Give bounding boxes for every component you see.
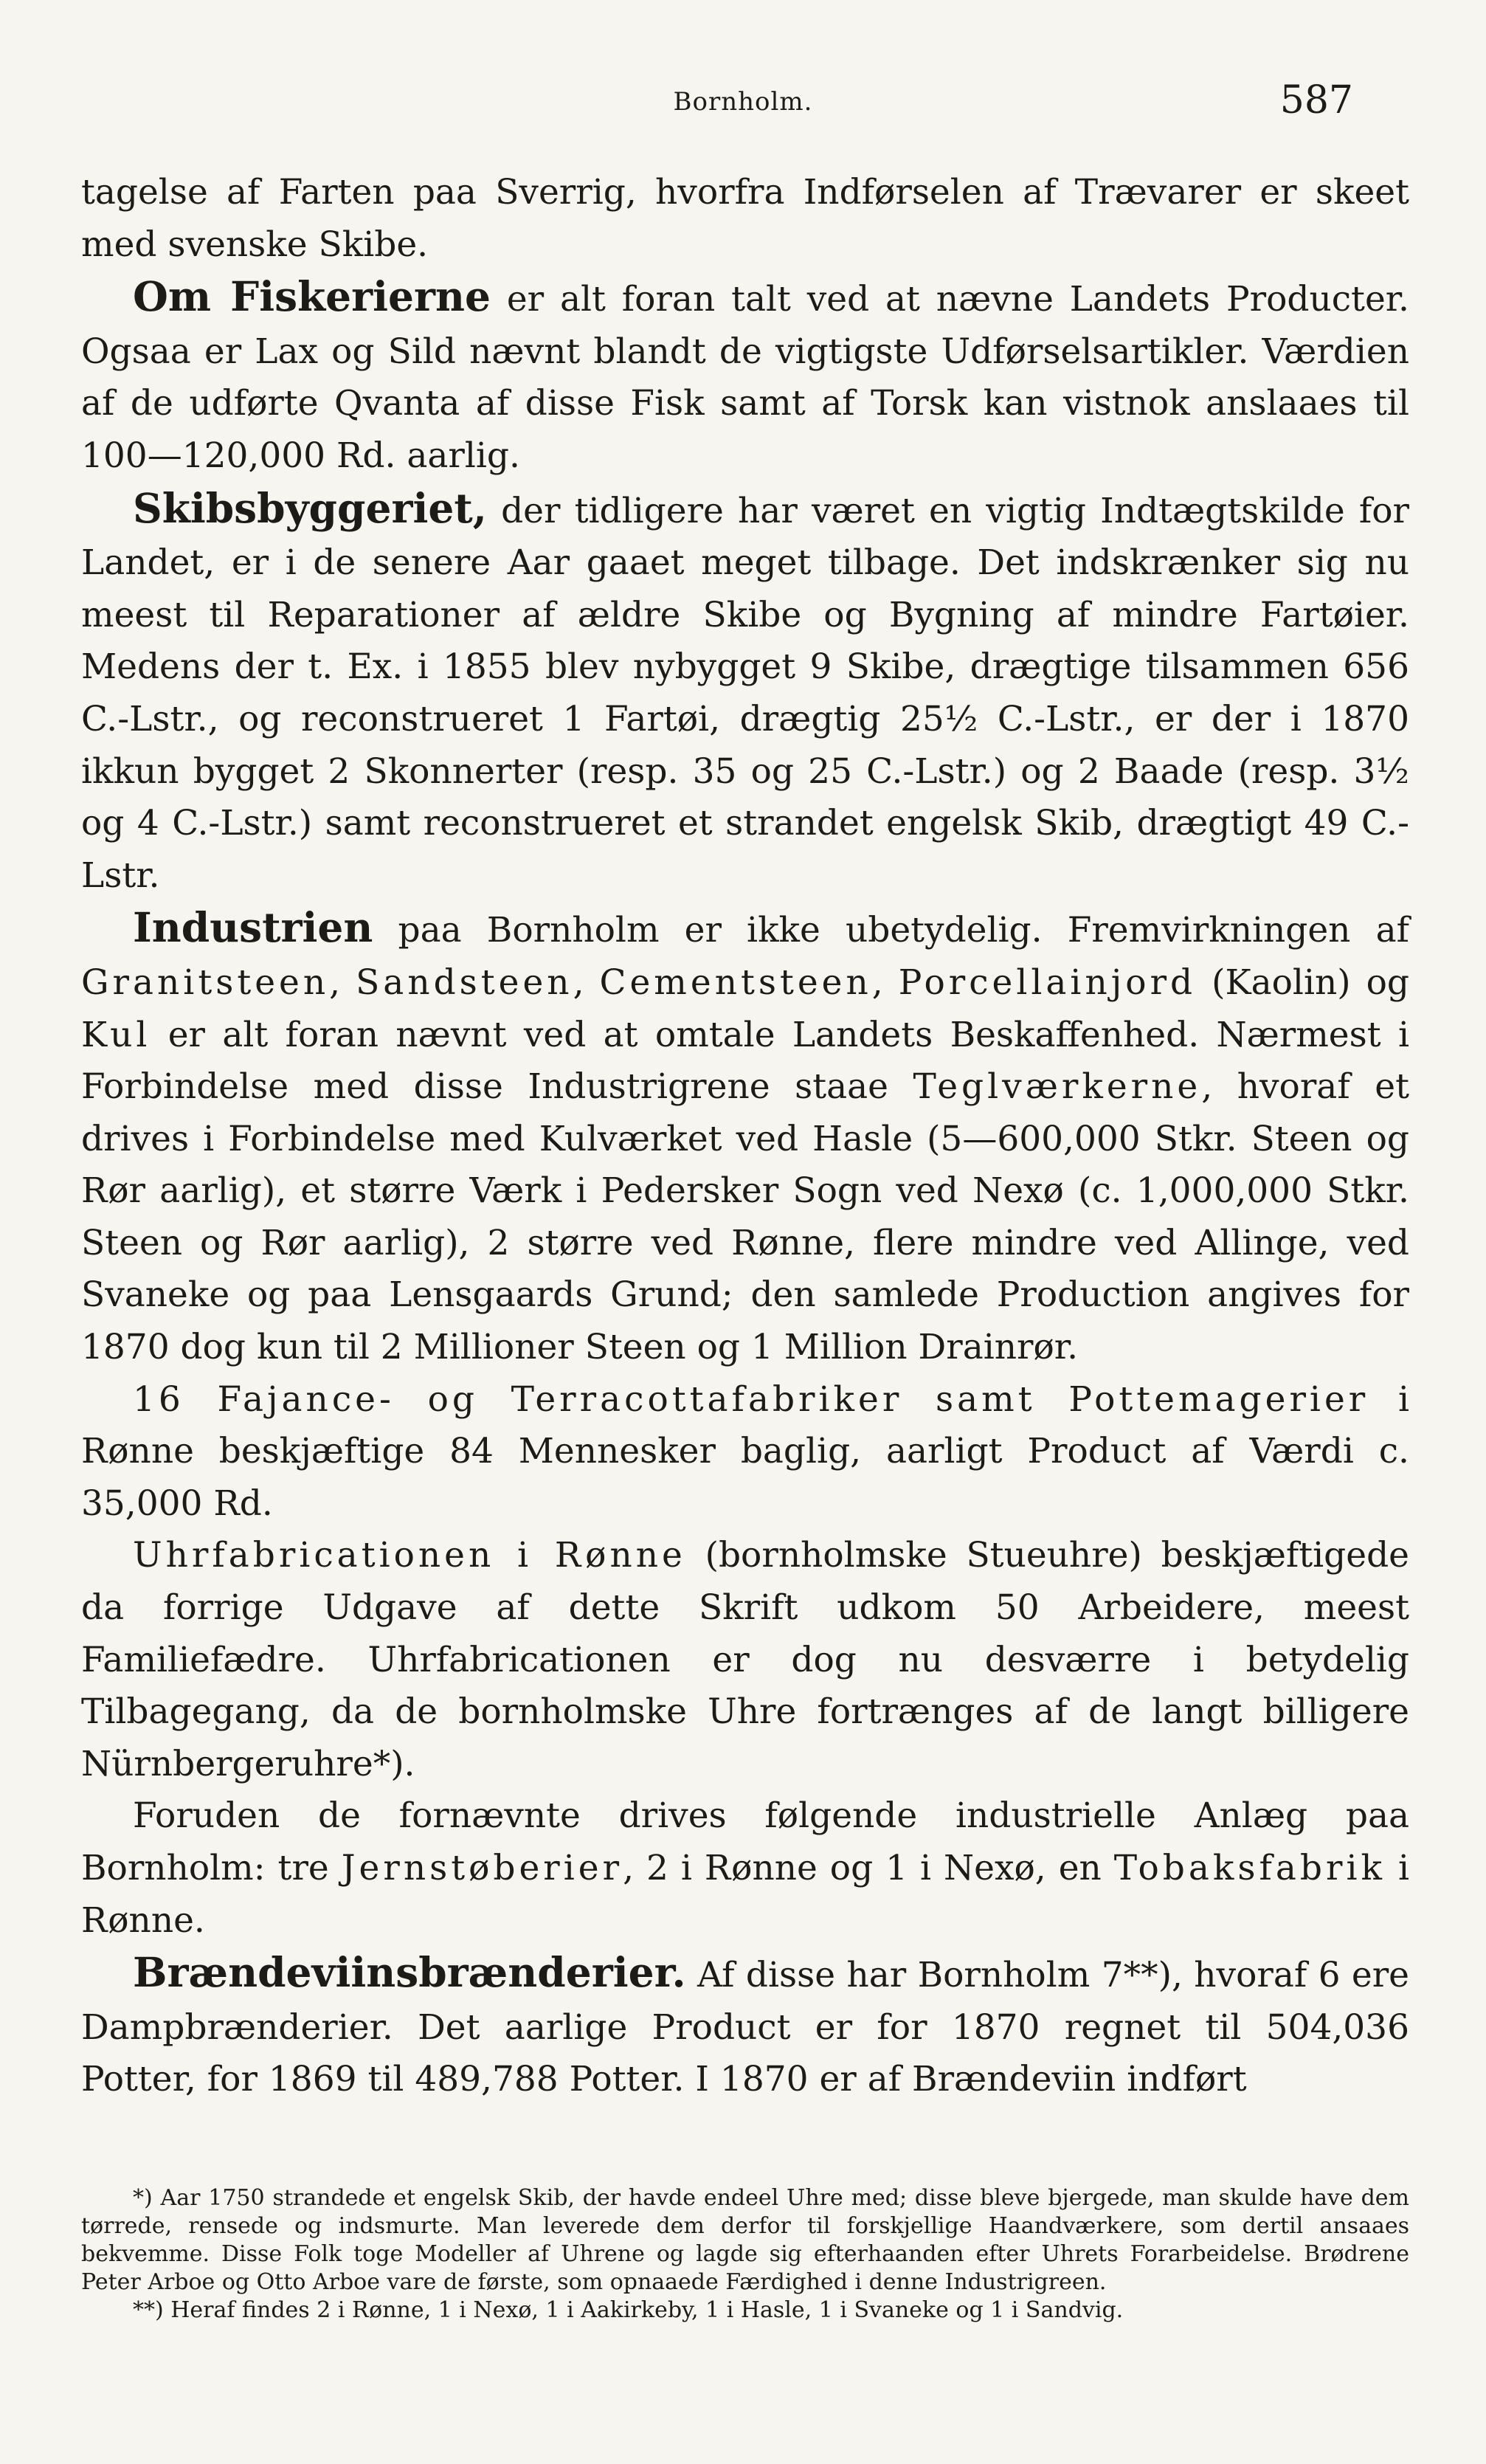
paragraph-distilleries	[81, 1947, 1409, 2106]
text-industry-a: paa Bornholm er ikke ubetydelig. Fremvirkningen af	[373, 910, 1409, 951]
paragraph-faience	[81, 1374, 1409, 1530]
text-industry-e: (Kaolin) og	[1196, 962, 1409, 1003]
text-industry-g: , hvoraf et drives i Forbindelse med Kulværket ved Hasle (5—600,000 Stkr. Steen og Rør aarlig), et større Værk i Pedersker Sogn ved Nexø (c. 1,000,000 Stkr. Steen og Rør aarlig), 2 større ved Rønne, flere mindre ved Allinge, ved Svaneke og paa Lensgaards Grund; den samlede Production angives for 1870 dog kun til 2 Millioner Steen og 1 Million Drainrør.	[81, 1066, 1409, 1368]
paragraph-shipping-end: tagelse af Farten paa Sverrig, hvorfra Indførselen af Trævarer er skeet med svenske Skibe.	[81, 172, 1409, 265]
text-industry-d: ,	[871, 962, 899, 1003]
text-fisheries: er alt foran talt ved at nævne Landets Producter. Ogsaa er Lax og Sild nævnt blandt de vigtigste Udførselsartikler. Værdien af de udførte Qvanta af disse Fisk samt af Torsk kan vistnok anslaaes til 100—120,000 Rd. aarlig.	[81, 279, 1409, 476]
term-ironfoundries: Jernstøberier	[341, 1848, 623, 1888]
body-text	[81, 167, 1409, 2106]
page-number: 587	[1279, 78, 1353, 122]
text-other-c: i Rønne.	[81, 1848, 1409, 1941]
text-distilleries: Af disse har Bornholm 7**), hvoraf 6 ere Dampbrænderier. Det aarlige Product er for 1870 regnet til 504,036 Potter, for 1869 til 489,788 Potter. I 1870 er af Brændeviin indført	[81, 1955, 1409, 2100]
heading-distilleries: Brændeviinsbrænderier.	[133, 1948, 686, 1997]
footnote-2: **) Heraf findes 2 i Rønne, 1 i Nexø, 1 i Aakirkeby, 1 i Hasle, 1 i Svaneke og 1 i Sandvig.	[133, 2297, 1124, 2323]
term-porcelain: Porcellainjord	[898, 962, 1197, 1003]
heading-industry: Industrien	[133, 903, 373, 952]
paragraph-other-industry	[81, 1790, 1409, 1947]
text-industry-c: ,	[573, 962, 600, 1003]
text-industry-b: ,	[329, 962, 356, 1003]
term-tobacco: Tobaksfabrik	[1113, 1848, 1386, 1888]
term-brickworks: Teglværkerne	[913, 1066, 1202, 1108]
term-clocks: Uhrfabricationen i Rønne	[133, 1535, 686, 1576]
text-clocks: (bornholmske Stueuhre) beskjæftigede da forrige Udgave af dette Skrift udkom 50 Arbeidere, meest Familiefædre. Uhrfabricationen er dog nu desværre i betydelig Tilbagegang, da de bornholmske Uhre fortrænges af de langt billigere Nürnbergeruhre*).	[81, 1535, 1409, 1784]
page-header	[81, 58, 1405, 124]
text-other-b: , 2 i Rønne og 1 i Nexø, en	[623, 1848, 1114, 1888]
footnotes	[81, 2184, 1409, 2325]
paragraph-clocks	[81, 1530, 1409, 1790]
term-faience: 16 Fajance- og Terracottafabriker samt Pottemagerier	[133, 1378, 1369, 1420]
term-cement: Cementsteen	[599, 962, 872, 1003]
paragraph-industry	[81, 902, 1409, 1373]
running-title: Bornholm.	[673, 87, 813, 117]
text-industry-f: er alt foran nævnt ved at omtale Landets Beskaffenhed. Nærmest i Forbindelse med disse Industrigrene staae	[81, 1014, 1409, 1108]
paragraph-fisheries	[81, 271, 1409, 482]
footnote-1: *) Aar 1750 strandede et engelsk Skib, der havde endeel Uhre med; disse bleve bjergede, man skulde have dem tørrede, rensede og indsmurte. Man leverede dem derfor til forskjellige Haandværkere, som dertil ansaaes bekvemme. Disse Folk toge Modeller af Uhrene og lagde sig efterhaanden efter Uhrets Forarbeidelse. Brødrene Peter Arboe og Otto Arboe vare de første, som opnaaede Færdighed i denne Industrigreen.	[81, 2185, 1409, 2295]
paragraph-shipbuilding	[81, 483, 1409, 903]
term-coal: Kul	[81, 1014, 151, 1055]
text-shipbuilding: der tidligere har været en vigtig Indtægtskilde for Landet, er i de senere Aar gaaet meget tilbage. Det indskrænker sig nu meest til Reparationer af ældre Skibe og Bygning af mindre Fartøier. Medens der t. Ex. i 1855 blev nybygget 9 Skibe, drægtige tilsammen 656 C.-Lstr., og reconstrueret 1 Fartøi, drægtig 25½ C.-Lstr., er der i 1870 ikkun bygget 2 Skonnerter (resp. 35 og 25 C.-Lstr.) og 2 Baade (resp. 3½ og 4 C.-Lstr.) samt reconstrueret et strandet engelsk Skib, drægtigt 49 C.-Lstr.	[81, 490, 1409, 896]
term-sandstone: Sandsteen	[356, 962, 573, 1003]
text-faience: i Rønne beskjæftige 84 Mennesker baglig, aarligt Product af Værdi c. 35,000 Rd.	[81, 1378, 1409, 1524]
text-other-a: Foruden de fornævnte drives følgende industrielle Anlæg paa Bornholm: tre	[81, 1795, 1409, 1888]
heading-shipbuilding: Skibsbyggeriet,	[133, 483, 487, 532]
heading-fisheries: Om Fiskerierne	[133, 272, 491, 321]
term-granite: Granitsteen	[81, 962, 330, 1003]
